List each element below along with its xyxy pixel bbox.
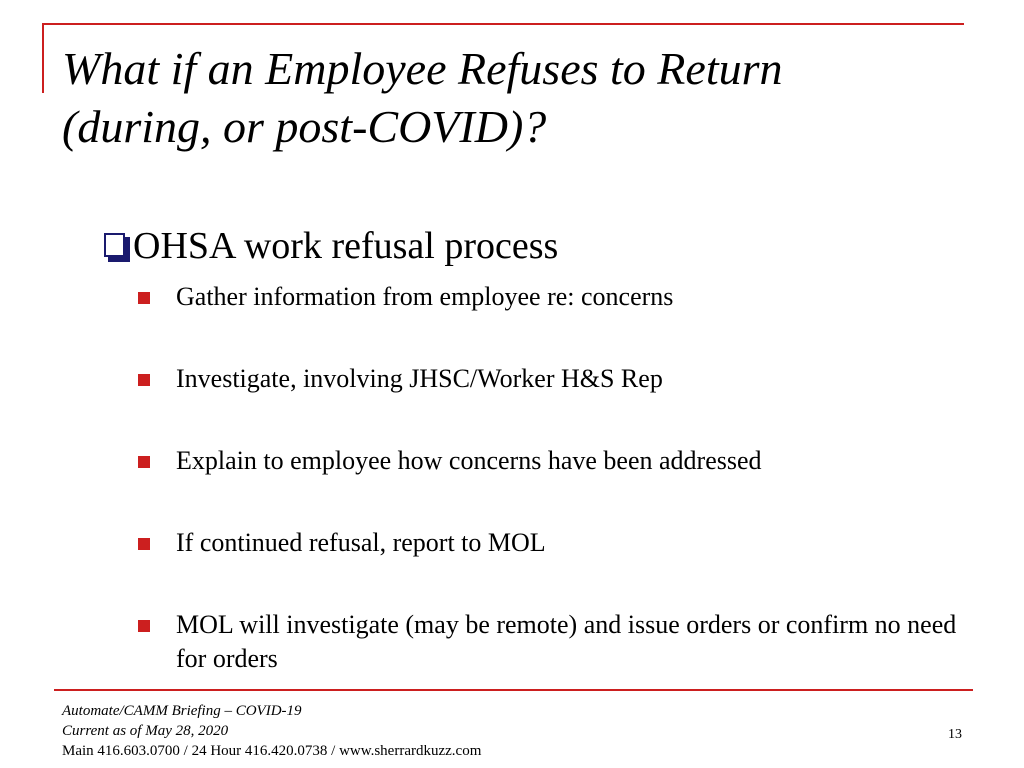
sub-bullet-4 <box>138 526 978 560</box>
red-square-bullet-icon <box>138 620 150 632</box>
sub-bullet-5 <box>138 608 978 676</box>
red-square-bullet-icon <box>138 538 150 550</box>
red-square-bullet-icon <box>138 374 150 386</box>
footer-contact: Main 416.603.0700 / 24 Hour 416.420.0738 / www.sherrardkuzz.com <box>62 743 482 759</box>
bottom-divider <box>54 689 973 691</box>
slide-title-line-1: What if an Employee Refuses to Return <box>62 43 783 94</box>
footer-briefing: Automate/CAMM Briefing – COVID-19 <box>62 703 302 719</box>
main-bullet-text: OHSA work refusal process <box>133 225 559 267</box>
footer-date: Current as of May 28, 2020 <box>62 723 229 739</box>
main-bullet <box>104 222 558 270</box>
page-number: 13 <box>948 727 962 742</box>
checkbox-icon <box>104 233 130 262</box>
slide-title-line-2: (during, or post-COVID)? <box>62 101 547 152</box>
sub-bullet-3 <box>138 444 978 478</box>
sub-bullet-text: Investigate, involving JHSC/Worker H&S Rep <box>176 364 663 393</box>
sub-bullet-text: Gather information from employee re: concerns <box>176 282 674 311</box>
red-square-bullet-icon <box>138 456 150 468</box>
sub-bullet-text: If continued refusal, report to MOL <box>176 528 546 557</box>
red-square-bullet-icon <box>138 292 150 304</box>
left-divider <box>42 23 44 93</box>
sub-bullet-2 <box>138 362 978 396</box>
slide-title <box>62 40 962 156</box>
top-divider <box>42 23 964 25</box>
footer <box>62 701 481 761</box>
sub-bullet-1 <box>138 280 978 314</box>
sub-bullet-text: Explain to employee how concerns have been addressed <box>176 446 762 475</box>
sub-bullet-text: MOL will investigate (may be remote) and issue orders or confirm no need for orders <box>176 610 957 673</box>
